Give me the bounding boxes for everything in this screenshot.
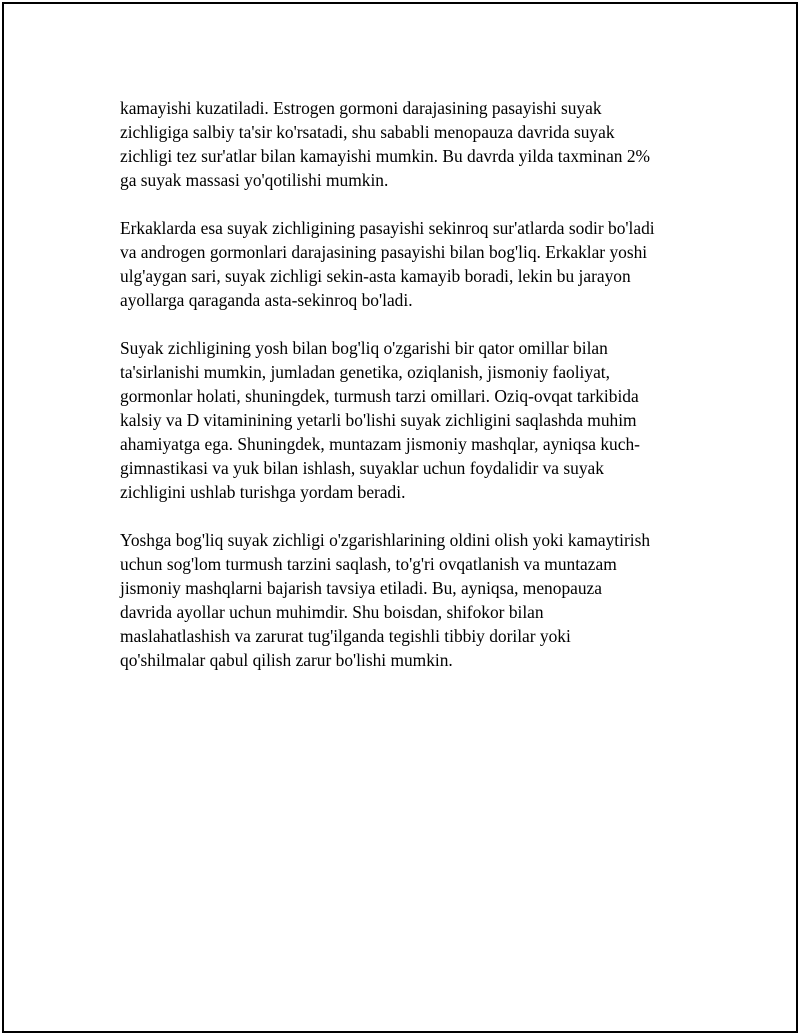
paragraph-prevention: Yoshga bog'liq suyak zichligi o'zgarishlarining oldini olish yoki kamaytirish uchun sog'lom turmush tarzini saqlash, to'g'ri ovqatlanish va muntazam jismoniy mashqlarni bajarish tavsiya etiladi. Bu, ayniqsa, menopauza davrida ayollar uchun muhimdir. Shu boisdan, shifokor bilan maslahatlashish va zarurat tug'ilganda tegishli tibbiy dorilar yoki qo'shilmalar qabul qilish zarur bo'lishi mumkin. (120, 530, 651, 670)
document-body (120, 96, 700, 696)
paragraph-bone-density-men: Erkaklarda esa suyak zichligining pasayishi sekinroq sur'atlarda sodir bo'ladi va androgen gormonlari darajasining pasayishi bilan bog'liq. Erkaklar yoshi ulg'aygan sari, suyak zichligi sekin-asta kamayib boradi, lekin bu jarayon ayollarga qaraganda asta-sekinroq bo'ladi. (120, 218, 655, 310)
paragraph-influencing-factors: Suyak zichligining yosh bilan bog'liq o'zgarishi bir qator omillar bilan ta'sirlanishi mumkin, jumladan genetika, oziqlanish, jismoniy faoliyat, gormonlar holati, shuningdek, turmush tarzi omillari. Oziq-ovqat tarkibida kalsiy va D vitaminining yetarli bo'lishi suyak zichligini saqlashda muhim ahamiyatga ega. Shuningdek, muntazam jismoniy mashqlar, ayniqsa kuch- gimnastikasi va yuk bilan ishlash, suyaklar uchun foydalidir va suyak zichligini ushlab turishga yordam beradi. (120, 338, 640, 502)
page-frame (2, 2, 798, 1033)
paragraph-bone-density-women: kamayishi kuzatiladi. Estrogen gormoni darajasining pasayishi suyak zichligiga salbiy ta'sir ko'rsatadi, shu sababli menopauza davrida suyak zichligi tez sur'atlar bilan kamayishi mumkin. Bu davrda yilda taxminan 2% ga suyak massasi yo'qotilishi mumkin. (120, 98, 651, 190)
